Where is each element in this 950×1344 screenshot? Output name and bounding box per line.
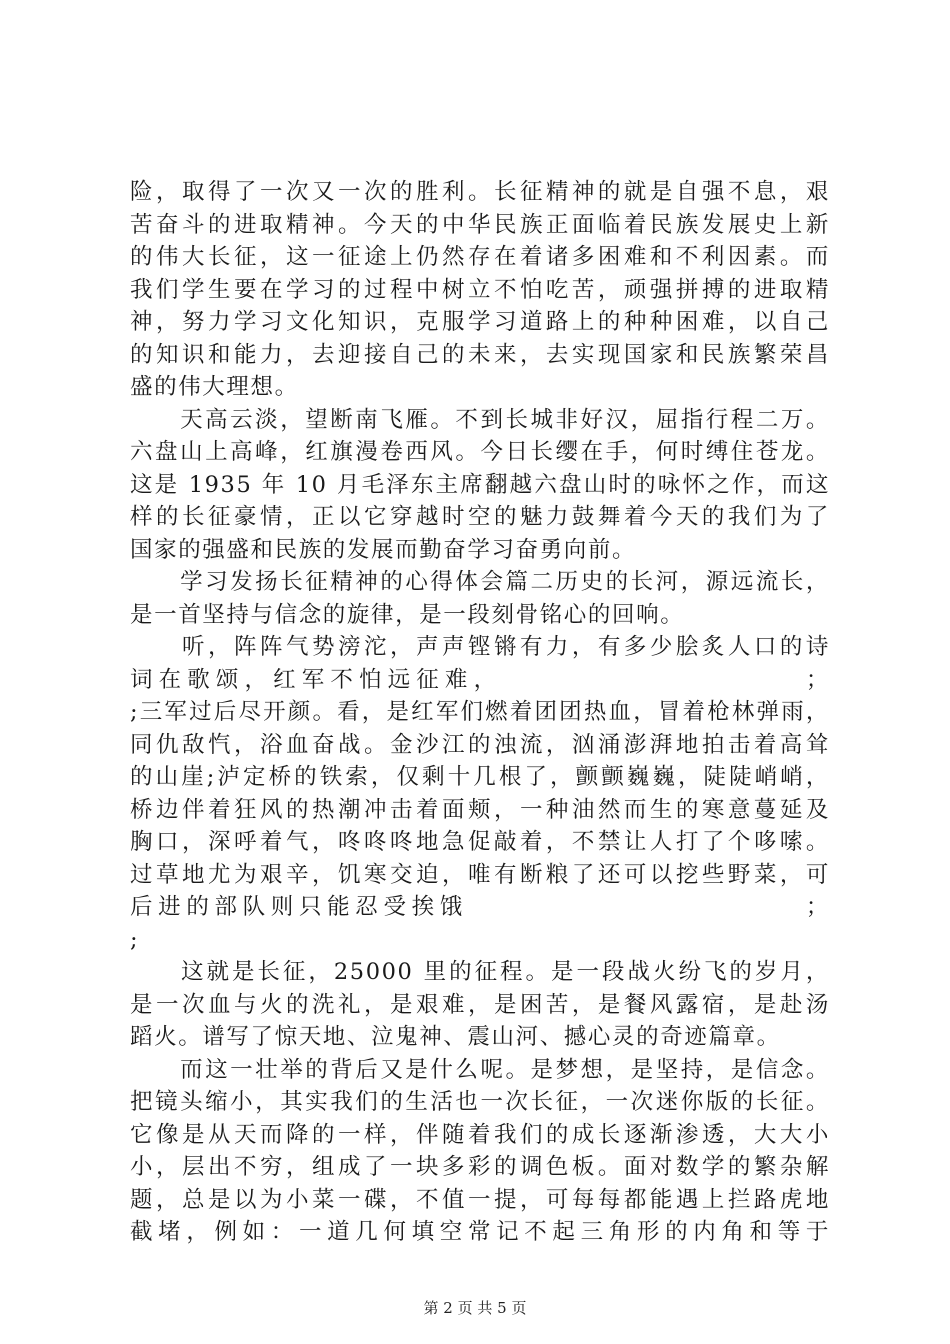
- text-line: ;三军过后尽开颜。看，是红军们燃着团团热血，冒着枪林弹雨，: [130, 699, 830, 725]
- text-line: 险，取得了一次又一次的胜利。长征精神的就是自强不息，艰: [130, 179, 830, 205]
- text-line: 而这一壮举的背后又是什么呢。是梦想，是坚持，是信念。: [130, 1056, 830, 1083]
- text-line: 苦奋斗的进取精神。今天的中华民族正面临着民族发展史上新: [130, 211, 830, 238]
- body-text: [130, 176, 830, 1249]
- text-line: 这就是长征，25000 里的征程。是一段战火纷飞的岁月，: [130, 959, 830, 985]
- text-line: 题，总是以为小菜一碟，不值一提，可每每都能遇上拦路虎地: [130, 1186, 830, 1213]
- page-footer: 第 2 页 共 5 页: [423, 1299, 527, 1317]
- text-line: 过草地尤为艰辛，饥寒交迫，唯有断粮了还可以挖些野菜，可: [130, 861, 830, 888]
- text-line: 的山崖;泸定桥的铁索，仅剩十几根了，颤颤巍巍，陡陡峭峭，: [130, 764, 830, 790]
- text-line: 蹈火。谱写了惊天地、泣鬼神、震山河、撼心灵的奇迹篇章。: [130, 1024, 781, 1050]
- text-line: 小，层出不穷，组成了一块多彩的调色板。面对数学的繁杂解: [130, 1154, 830, 1180]
- text-line: 六盘山上高峰，红旗漫卷西风。今日长缨在手，何时缚住苍龙。: [130, 439, 830, 465]
- text-line: 样的长征豪情，正以它穿越时空的魅力鼓舞着今天的我们为了: [130, 504, 830, 530]
- text-line: 的知识和能力，去迎接自己的未来，去实现国家和民族繁荣昌: [130, 341, 830, 368]
- text-line: 是一首坚持与信念的旋律，是一段刻骨铭心的回响。: [130, 601, 685, 628]
- text-line: ;: [130, 926, 140, 953]
- text-line: 同仇敌忾，浴血奋战。金沙江的浊流，汹涌澎湃地拍击着高耸: [130, 731, 830, 758]
- text-line: 截堵，例如：一道几何填空常记不起三角形的内角和等于: [130, 1219, 830, 1245]
- text-line: 胸口，深呼着气，咚咚咚地急促敲着，不禁让人打了个哆嗦。: [130, 829, 830, 855]
- text-line: 国家的强盛和民族的发展而勤奋学习奋勇向前。: [130, 536, 637, 563]
- text-line: 神，努力学习文化知识，克服学习道路上的种种困难，以自己: [130, 309, 830, 335]
- text-line: 盛的伟大理想。: [130, 374, 299, 400]
- text-line: 把镜头缩小，其实我们的生活也一次长征，一次迷你版的长征。: [130, 1089, 830, 1115]
- text-line: 的伟大长征，这一征途上仍然存在着诸多困难和不利因素。而: [130, 244, 830, 270]
- text-line: 我们学生要在学习的过程中树立不怕吃苦，顽强拼搏的进取精: [130, 276, 830, 303]
- text-line: 这是 1935 年 10 月毛泽东主席翻越六盘山时的咏怀之作，而这: [130, 471, 830, 498]
- text-line: 听，阵阵气势滂沱，声声铿锵有力，有多少脍炙人口的诗: [130, 634, 830, 660]
- text-line: 它像是从天而降的一样，伴随着我们的成长逐渐渗透，大大小: [130, 1121, 830, 1148]
- text-line: 桥边伴着狂风的热潮冲击着面颊，一种油然而生的寒意蔓延及: [130, 796, 830, 823]
- text-line: 词在歌颂，红军不怕远征难， ；: [130, 666, 830, 693]
- text-line: 后进的部队则只能忍受挨饿 ；: [130, 894, 830, 920]
- text-line: 是一次血与火的洗礼，是艰难，是困苦，是餐风露宿，是赴汤: [130, 991, 830, 1018]
- text-line: 天高云淡，望断南飞雁。不到长城非好汉，屈指行程二万。: [130, 406, 830, 433]
- text-line: 学习发扬长征精神的心得体会篇二历史的长河，源远流长，: [130, 569, 830, 595]
